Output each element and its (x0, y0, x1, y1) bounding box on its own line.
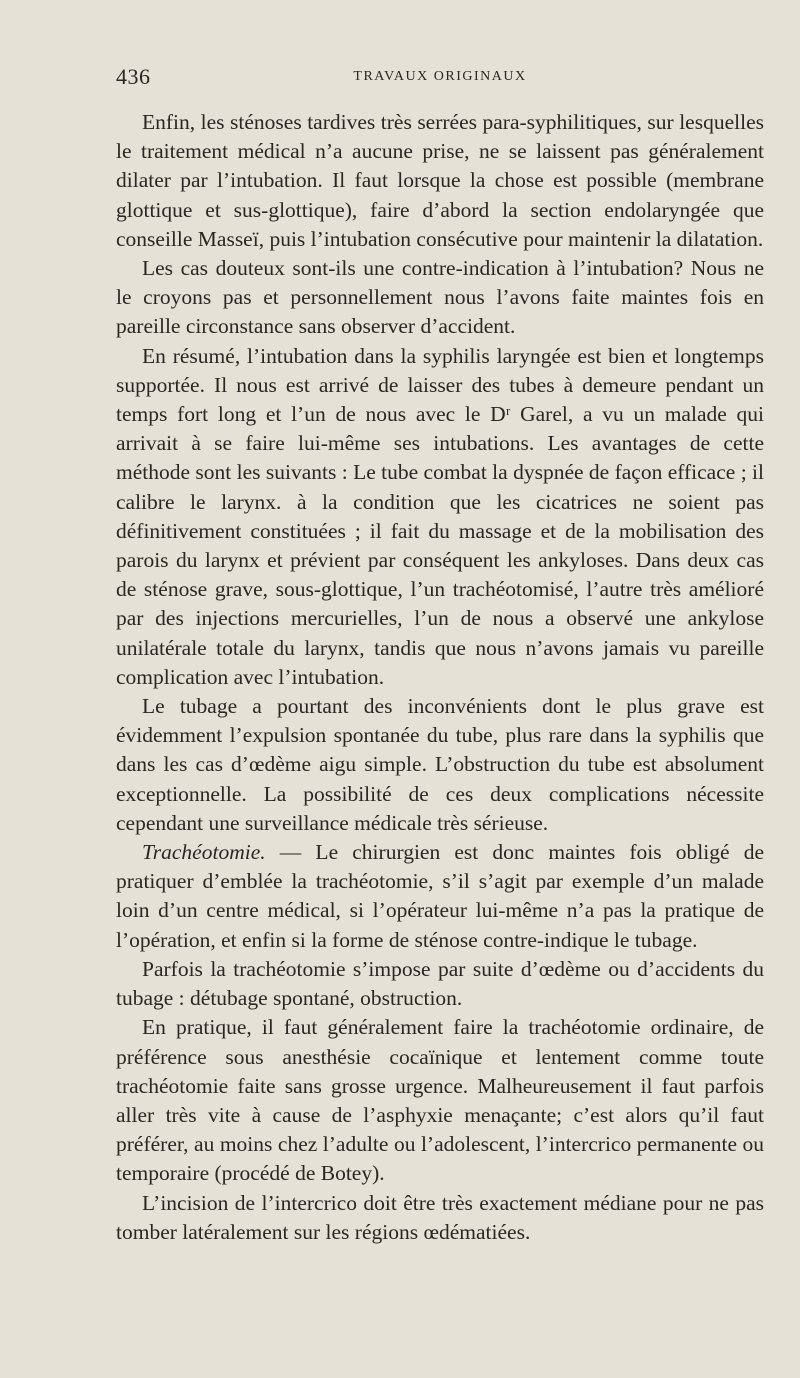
paragraph: Les cas douteux sont-ils une contre-indication à l’intubation? Nous ne le croyons pas et personnellement nous l’avons faite maintes fois en pareille circonstance sans observer d’accident. (116, 256, 764, 339)
running-title: TRAVAUX ORIGINAUX (353, 69, 527, 84)
paragraph: L’incision de l’intercrico doit être très exactement médiane pour ne pas tomber latéralement sur les régions œdématiées. (116, 1190, 764, 1244)
body-text (116, 108, 764, 1247)
section-runin-heading: Trachéotomie. (142, 840, 266, 865)
page-number: 436 (116, 64, 151, 89)
page-header (116, 64, 764, 94)
paragraph: Le tubage a pourtant des inconvénients dont le plus grave est évidemment l’expulsion spontanée du tube, plus rare dans la syphilis que dans les cas d’œdème aigu simple. L’obstruction du tube est absolument exceptionnelle. La possibilité de ces deux complications nécessite cependant une surveillance médicale très sérieuse. (116, 694, 764, 835)
paragraph-trachetomie (116, 838, 764, 955)
paragraph: Enfin, les sténoses tardives très serrées para-syphilitiques, sur lesquelles le traitement médical n’a aucune prise, ne se laissent pas généralement dilater par l’intubation. Il faut lorsque la chose est possible (membrane glottique et sus-glottique), faire d’abord la section endolaryngée que conseille Masseï, puis l’intubation consécutive pour maintenir la dilatation. (116, 110, 764, 251)
paragraph: En pratique, il faut généralement faire la trachéotomie ordinaire, de préférence sous anesthésie cocaïnique et lentement comme toute trachéotomie faite sans grosse urgence. Malheureusement il faut parfois aller très vite à cause de l’asphyxie menaçante; c’est alors qu’il faut préférer, au moins chez l’adulte ou l’adolescent, l’intercrico permanente ou temporaire (procédé de Botey). (116, 1015, 764, 1186)
paragraph-text: — Le chirurgien est donc maintes fois obligé de pratiquer d’emblée la trachéotomie, s’il s’agit par exemple d’un malade loin d’un centre médical, si l’opérateur lui-même n’a pas la pratique de l’opération, et enfin si la forme de sténose contre-indique le tubage. (116, 840, 764, 952)
paragraph: En résumé, l’intubation dans la syphilis laryngée est bien et longtemps supportée. Il nous est arrivé de laisser des tubes à demeure pendant un temps fort long et l’un de nous avec le Dʳ Garel, a vu un malade qui arrivait à se faire lui-même ses intubations. Les avantages de cette méthode sont les suivants : Le tube combat la dyspnée de façon efficace ; il calibre le larynx. à la condition que les cicatrices ne soient pas définitivement constituées ; il fait du massage et de la mobilisation des parois du larynx et prévient par conséquent les ankyloses. Dans deux cas de sténose grave, sous-glottique, l’un trachéotomisé, l’autre très amélioré par des injections mercurielles, l’un de nous a observé une ankylose unilatérale totale du larynx, tandis que nous n’avons jamais vu pareille complication avec l’intubation. (116, 343, 764, 689)
paragraph: Parfois la trachéotomie s’impose par suite d’œdème ou d’accidents du tubage : détubage spontané, obstruction. (116, 956, 764, 1011)
